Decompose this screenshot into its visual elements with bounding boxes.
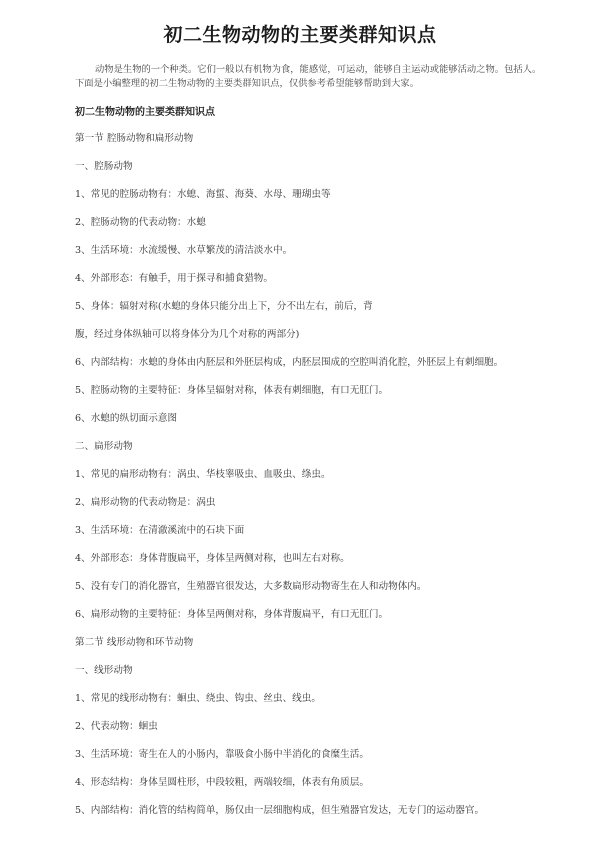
text-line: 3、生活环境：水流缓慢、水草繁茂的清洁淡水中。 [75, 245, 293, 256]
text-line: 1、常见的扁形动物有：涡虫、华枝睾吸虫、血吸虫、绦虫。 [75, 469, 331, 480]
text-line: 二、扁形动物 [75, 441, 133, 452]
text-line: 5、内部结构：消化管的结构简单，肠仅由一层细胞构成，但生殖器官发达，无专门的运动器官。 [75, 805, 485, 816]
text-line: 1、常见的线形动物有：蛔虫、绕虫、钩虫、丝虫、线虫。 [75, 693, 321, 704]
text-line: 第二节 线形动物和环节动物 [75, 637, 194, 648]
text-line: 3、生活环境：在清澈溪流中的石块下面 [75, 525, 245, 536]
text-line: 2、腔肠动物的代表动物：水螅 [75, 217, 206, 228]
text-line: 5、身体：辐射对称(水螅的身体只能分出上下，分不出左右，前后，背 [75, 301, 373, 312]
text-line: 3、生活环境：寄生在人的小肠内，靠吸食小肠中半消化的食糜生活。 [75, 749, 369, 760]
text-line: 腹，经过身体纵轴可以将身体分为几个对称的两部分) [75, 329, 300, 340]
text-line: 4、外部形态：身体背腹扁平，身体呈两侧对称，也叫左右对称。 [75, 553, 350, 564]
text-line: 1、常见的腔肠动物有：水螅、海蜇、海葵、水母、珊瑚虫等 [75, 189, 331, 200]
text-line: 2、扁形动物的代表动物是：涡虫 [75, 497, 216, 508]
text-line: 一、腔肠动物 [75, 161, 133, 172]
text-line: 5、没有专门的消化器官，生殖器官很发达，大多数扁形动物寄生在人和动物体内。 [75, 581, 427, 592]
page-title: 初二生物动物的主要类群知识点 [163, 24, 437, 46]
text-line: 6、扁形动物的主要特征：身体呈两侧对称，身体背腹扁平，有口无肛门。 [75, 609, 389, 620]
text-line: 一、线形动物 [75, 665, 133, 676]
text-line: 2、代表动物：蛔虫 [75, 721, 158, 732]
section-heading: 初二生物动物的主要类群知识点 [75, 107, 215, 118]
text-line: 6、水螅的纵切面示意图 [75, 413, 178, 424]
text-line: 第一节 腔肠动物和扁形动物 [75, 133, 194, 144]
text-line: 5、腔肠动物的主要特征：身体呈辐射对称，体表有刺细胞，有口无肛门。 [75, 385, 389, 396]
intro-paragraph: 动物是生物的一个种类。它们一般以有机物为食，能感觉，可运动，能够自主运动或能够活动之物。包括人。下面是小编整理的初二生物动物的主要类群知识点，仅供参考希望能够帮助到大家。 [75, 64, 542, 89]
text-line: 4、形态结构：身体呈圆柱形，中段较粗，两端较细，体表有角质层。 [75, 777, 369, 788]
text-line: 6、内部结构：水螅的身体由内胚层和外胚层构成，内胚层围成的空腔叫消化腔，外胚层上有刺细胞。 [75, 357, 504, 368]
text-line: 4、外部形态：有触手，用于探寻和捕食猎物。 [75, 273, 273, 284]
